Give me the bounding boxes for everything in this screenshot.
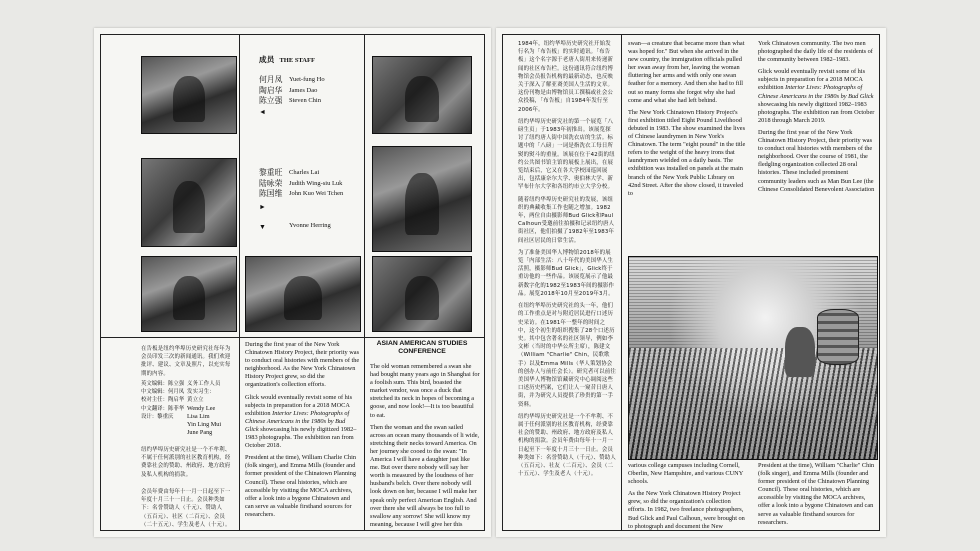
staff-list-1 [259,75,325,107]
staff-row: Yvonne Herring [289,222,331,229]
column-divider [239,34,240,337]
staff-photo [141,56,237,134]
paragraph: Glick would eventually revisit some of his subjects in preparation for a 2018 MOCA exhibition Interior Lives: Photographs of Chinese Americans in the 1980s by Bud Glick showcasing his newly digitized 1982–1983 photographs. The exhibition ran from October 2018. [245,393,357,450]
farm-engraving-image [628,256,878,460]
staff-row: 陈立强 Steven Chin [259,96,321,105]
body-zh-1: 纽约华埠历史研究社是一个不牟利、不属于任何派别的社区教育机构，经费靠社会的赞助、州政府、地方政府及私人机构的捐款。 [141,447,231,478]
paragraph: York Chinatown community. The two men photographed the daily life of the residents of the community between 1982–1983. [758,40,873,64]
arrow-down-icon: ▼ [259,223,266,231]
paragraph: The old woman remembered a swan she had bought many years ago in Shanghai for a foolish sum. This bird, boasted the market vendor, was once a duck that stretched its neck in hopes of becoming a goose, and now look!—It is too beautiful to eat. [370,363,480,419]
en-column-2 [758,40,876,198]
paragraph: 随着纽约华埠历史研究社的发展，该组织的典藏收集工作也随之增加。1982年，两位自由摄影师Bud Glick和Paul Calhoun受邀前往拍摄和记录纽约唐人街社区，他们拍摄了1982年至1983年间社区居民的日常生活。 [518,196,615,244]
staff-heading: 成员 THE STAFF [259,55,315,64]
paragraph: During the first year of the New York Chinatown History Project, their priority was to conduct oral histories with members of the neighborhood. As the New York Chinatown History Project grew, so did the organization's collection efforts. [245,341,360,389]
paragraph: 纽约华埠历史研究社是一个不牟利、不属于任何派别的社区教育机构，经费靠社会的赞助、州政府、地方政府及私人机构的捐款。会员年费由每年十一月一日起至下一年度十月三十一日止。会员种类如下：名誉赞助人（千元）、赞助人（五百元）、社友（二百元）、会员（二十五元）、学生及老人（十元）。 [518,413,616,478]
credit-row: Yin Ling Mui [187,421,222,429]
paragraph: 1984年，纽约华埠历史研究社开始发行名为「布告板」的实时通讯。「布告板」这个名字源于老唐人街用来传递新闻的社区布告栏。这份通讯符合纽约博物馆会员报告机构的最新动态，也反映关于深入了解亚裔美国人生活的文章。这份刊物是由博物馆员工撰稿或社会公众投稿，「布告板」自1984年发行至2006年。 [518,41,614,113]
paragraph: 在纽约华埠历史研究社的头一年，他们的工作重点是对与附近居民进行口述历史采访。在1981年一整年的时间之中，这个初生的组织搜集了28个口述历史。其中包含著名的社区领导，例如李文彬（当时的中华公所主席），陈建文（William "Charlie" Chin，民歌歌手）以及Emma Mills（华人策划协会的创办人与前任会长）。研究者可以前往美国华人博物馆馆藏研究中心调阅这些口述历史档案，它们让人一窥昔日唐人街，并为研究人员提供了珍贵的第一手资料。 [518,303,616,408]
right-page [496,28,886,537]
staff-photo [245,256,361,332]
credit-row: 设计：黎重庆 Lisa Lim [141,412,210,420]
column-divider [239,337,240,531]
paragraph: President at the time), William "Charlie" Chin (folk singer), and Emma Mills (founder and former president of the Chinatown Planning Council). These oral histories, which are accessible by visiting the MOCA archives, offer a look into a bygone Chinatown and can serve as valuable firsthand sources for researchers. [758,462,875,526]
paragraph: President at the time), William Charlie Chin (folk singer), and Emma Mills (founder and former president of the Chinatown Planning Council). These oral histories, which are accessible by visiting the MOCA archives, offer a look into a bygone Chinatown and can serve as valuable firsthand sources for researchers. [245,454,357,518]
staff-row: 陆咏荣 Judith Wing-siu Luk [259,178,343,188]
credit-row: 中文编辑：何月凤 发实习生： [141,389,215,396]
conference-title: ASIAN AMERICAN STUDIES CONFERENCE [376,340,468,355]
staff-list-2 [259,168,343,200]
paragraph: Then the woman and the swan sailed across an ocean many thousands of li wide, stretching their necks toward America. On her journey she cooed to the swan: "In America I will have a daughter just like me. But over there nobody will say her worth is measured by the loudness of her husband's belch. Over there nobody will look down on her, because I will make her speak only perfect American English. And over there she will always be too full to swallow any sorrow! She will know my meaning, because I will give her this [370,423,480,528]
credit-row: 英文编辑：陈立强 义务工作人员 [141,381,221,387]
paragraph: 纽约华埠历史研究社的第一个展览「八磅生页」于1983年初推出。该展览探讨了纽约唐人街中国洗衣店的生活。标题中的「八磅」一词是指洗衣工每日所熨的熨斗的重量。该展在位于42街的纽约公共图书馆主馆的展板上展出，在展览结束后，它又在各大学校园巡回展出，包括康奈尔大学、奥伯林大学、新罕布什尔大学和各纽约市立大学分校。 [518,118,615,191]
zh-column [518,40,616,482]
staff-photo [372,56,472,134]
left-page [94,28,491,537]
column-divider [621,34,622,531]
column-divider [364,34,365,531]
staff-photo [372,146,472,252]
credit-row: 校对主任：陶启华 黄立立 [141,397,204,404]
paragraph: swan—a creature that became more than what was hoped for." But when she arrived in the new country, the immigration officials pulled her swan away from her, leaving the woman fluttering her arms and with only one swan feather for a memory. And then she had to fill out so many forms she forgot why she had come and what she had left behind. [628,40,745,104]
paragraph: various college campuses including Cornell, Oberlin, New Hampshire, and various CUNY schools. [628,462,744,486]
mid-column-text [245,341,360,523]
en-column-bottom-left [628,462,746,535]
credits [141,380,221,437]
en-column-1 [628,40,748,202]
arrow-right-icon: ► [259,203,266,211]
staff-list-3 [289,221,331,232]
en-column-bottom-right [758,462,876,531]
paragraph: 为了准备美国华人博物馆2018年的展览「内部生活：八十年代的美国华人生活照，摄影师Bud Glick」，Glick终于重访他的一些作品。该展览展示了他最新数字化的1982至1983年间的摄影作品。展览2018年10月至2019年3月。 [518,249,615,297]
credit-row: 中文翻译：陈菲华 Wendy Lee [141,404,216,412]
paragraph: Glick would eventually revisit some of his subjects in preparation for a 2018 MOCA exhibition Interior Lives: Photographs of Chinese Americans in the 1980s by Bud Glick showcasing his newly digitized 1982–1983 photographs. The exhibition ran from October 2018 through March 2019. [758,68,875,124]
paragraph: The New York Chinatown History Project's first exhibition titled Eight Pound Livelihood debuted in 1983. The show examined the lives of Chinese laundrymen in New York's Chinatown. The term "eight pound" in the title refers to the weight of the heavy irons that laundrymen wielded on a daily basis. The exhibition was installed on panels at the main branch of the New York Public Library on 42nd Street. After the show closed, it traveled to [628,108,746,197]
row-divider [100,337,485,338]
staff-row: 黎重旺 Charles Lai [259,168,320,177]
staff-row: 何月凤 Yuet-fung Ho [259,75,325,84]
arrow-left-icon: ◄ [259,108,266,116]
staff-photo [141,158,237,247]
credit-row: June Pang [187,429,213,437]
staff-photo [141,256,237,332]
staff-row: 陶启华 James Dao [259,85,318,95]
staff-photo [372,256,472,332]
conference-text [370,363,480,533]
paragraph: During the first year of the New York Chinatown History Project, their priority was to conduct oral histories with members of the neighborhood. Over the course of 1981, the fledgling organization collected 28 oral histories. These included prominent community leaders such as Man Bun Lee (the Chinese Consolidated Benevolent Association [758,128,875,193]
staff-row: 陈国维 John Kuo Wei Tchen [259,189,344,198]
paragraph: As the New York Chinatown History Project grew, so did the organization's collection efforts. In 1982, two freelance photographers, Bud Glick and Paul Calhoun, were brought on to photograph and document the New [628,490,745,530]
intro-zh: 在告板是纽约华埠历史研究社每年为会员印发三次的新闻通讯。我们欢迎批评、建议、文章及照片，以充实每期的内容。 [141,346,231,377]
body-zh-2: 会员年费由每年十一月一日起至下一年度十月三十一日止。会员种类如下：名誉赞助人（千元）、赞助人（五百元）、社区（二百元）、会员（二十五元）、学生及老人（十元）。 [141,489,231,528]
